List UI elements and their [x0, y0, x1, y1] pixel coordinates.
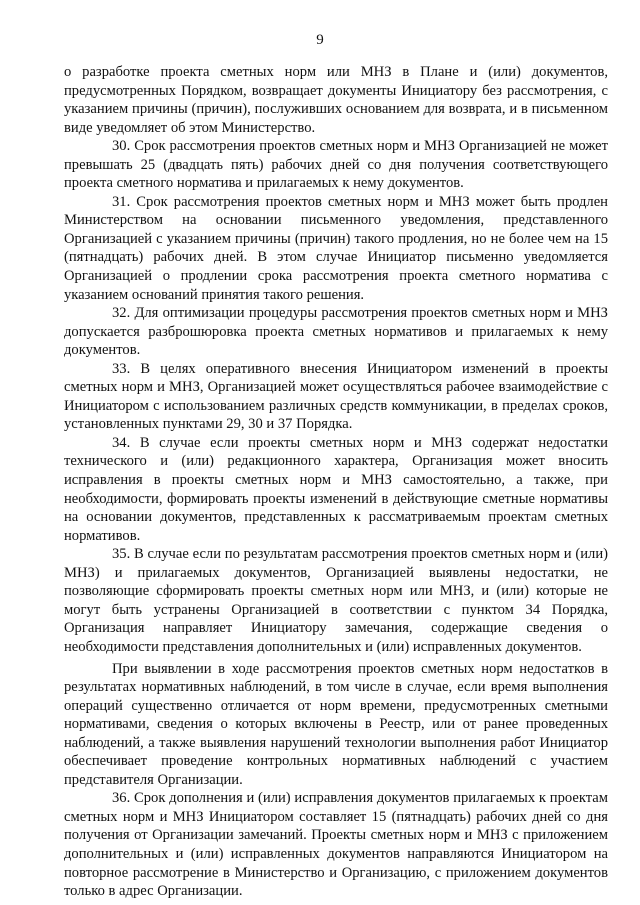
document-body [64, 63, 608, 901]
paragraph-34: 34. В случае если проекты сметных норм и МНЗ содержат недостатки технического и (или) редакционного характера, Организация может вносить исправления в проекты сметных норм и МНЗ самостоятельно, а также, при необходимости, формировать проекты изменений в действующие сметные нормативы на основании документов, представленных к рассматриваемым проектам сметных нормативов. [64, 434, 608, 544]
page-number: 9 [316, 32, 324, 48]
paragraph-35-continued: При выявлении в ходе рассмотрения проектов сметных норм недостатков в результатах нормативных наблюдений, в том числе в случае, если время выполнения операций существенно отличается от норм времени, предусмотренных сметными нормативами, сведения о которых включены в Реестр, или от ранее проведенных наблюдений, а также выявления нарушений технологии выполнения работ Инициатор обеспечивает проведение контрольных нормативных наблюдений с участием представителя Организации. [64, 660, 608, 788]
paragraph-31: 31. Срок рассмотрения проектов сметных норм и МНЗ может быть продлен Министерством на основании письменного уведомления, представленного Организацией с указанием причины (причин) такого продления, но не более чем на 15 (пятнадцать) рабочих дней. В этом случае Инициатор письменно уведомляется Организацией о продлении срока рассмотрения проекта сметного норматива с указанием оснований принятия такого решения. [64, 193, 608, 303]
paragraph-30: 30. Срок рассмотрения проектов сметных норм и МНЗ Организацией не может превышать 25 (двадцать пять) рабочих дней со дня получения соответствующего проекта сметного норматива и прилагаемых к нему документов. [64, 138, 608, 192]
paragraph-35: 35. В случае если по результатам рассмотрения проектов сметных норм и (или) МНЗ) и прилагаемых документов, Организацией выявлены недостатки, не позволяющие сформировать проекты сметных норм или МНЗ, и (или) которые не могут быть устранены Организацией в соответствии с пунктом 34 Порядка, Организация направляет Инициатору замечания, содержащие сведения о необходимости представления дополнительных и (или) исправленных документов. [64, 546, 608, 655]
paragraph-continuation: о разработке проекта сметных норм или МНЗ в Плане и (или) документов, предусмотренных Порядком, возвращает документы Инициатору без рассмотрения, с указанием причины (причин), послуживших основанием для возврата, и в письменном виде уведомляет об этом Министерство. [64, 64, 608, 136]
paragraph-32: 32. Для оптимизации процедуры рассмотрения проектов сметных норм и МНЗ допускается разброшюровка проекта сметных нормативов и прилагаемых к нему документов. [64, 305, 608, 359]
paragraph-33: 33. В целях оперативного внесения Инициатором изменений в проекты сметных норм и МНЗ, Организацией может осуществляться рабочее взаимодействие с Инициатором с использованием различных средств коммуникации, в пределах сроков, установленных пунктами 29, 30 и 37 Порядка. [64, 360, 608, 433]
paragraph-36: 36. Срок дополнения и (или) исправления документов прилагаемых к проектам сметных норм и МНЗ Инициатором составляет 15 (пятнадцать) рабочих дней со дня получения от Организации замечаний. Проекты сметных норм и МНЗ с приложением дополнительных и (или) исправленных документов направляются Инициатором на повторное рассмотрение в Министерство и Организацию, с приложением документов только в адрес Организации. [64, 790, 608, 900]
